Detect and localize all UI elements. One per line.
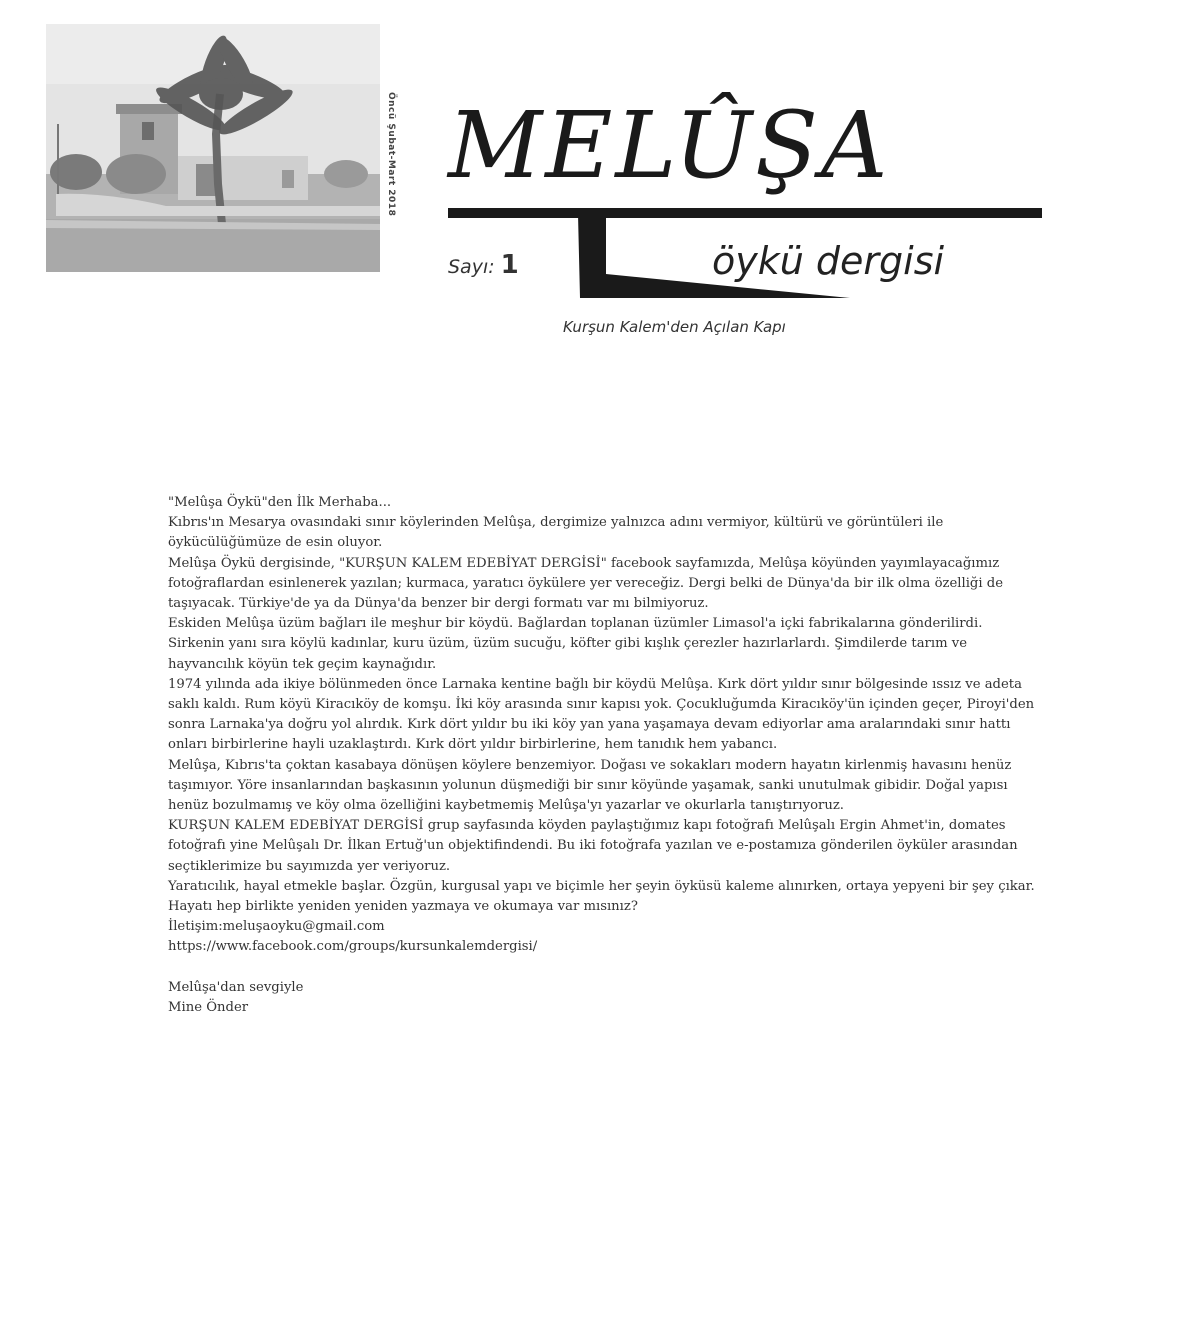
article-paragraph: Melûşa Öykü dergisinde, "KURŞUN KALEM EDEBİYAT DERGİSİ" facebook sayfamızda, Melûşa köyünden yayımlayacağımız fotoğraflardan esinlenerek yazılan; kurmaca, yaratıcı öykülere yer vereceğiz. Dergi belki de Dünya'da bir ilk olma özelliği de taşıyacak. Türkiye'de ya da Dünya'da benzer bir dergi formatı var mı bilmiyoruz. xyxy=(168,555,1004,612)
issue-number: 1 xyxy=(500,250,519,280)
signoff-line: Melûşa'dan sevgiyle xyxy=(168,979,304,995)
magazine-title: MELÛŞA xyxy=(448,92,891,199)
photo-caption-vertical: Öncü Şubat-Mart 2018 xyxy=(386,92,396,217)
article-heading: "Melûşa Öykü"den İlk Merhaba... xyxy=(168,495,392,510)
magazine-tagline: Kurşun Kalem'den Açılan Kapı xyxy=(563,318,786,336)
article-paragraph: Kıbrıs'ın Mesarya ovasındaki sınır köylerinden Melûşa, dergimize yalnızca adını vermiyor, kültürü ve görüntüleri ile öykücülüğümüze de esin oluyor. xyxy=(168,515,944,551)
issue-label xyxy=(448,250,519,280)
cover-photo xyxy=(46,24,380,272)
facebook-link: https://www.facebook.com/groups/kursunkalemdergisi/ xyxy=(168,939,538,955)
editorial-article xyxy=(148,493,1038,1018)
article-paragraph: 1974 yılında ada ikiye bölünmeden önce Larnaka kentine bağlı bir köydü Melûşa. Kırk dört yıldır sınır bölgesinde ıssız ve adeta saklı kaldı. Rum köyü Kiracıköy de komşu. İki köy arasında sınır kapısı yok. Çocukluğumda Kiracıköy'ün içinden geçer, Piroyi'den sonra Larnaka'ya doğru yol alırdık. Kırk dört yıldır bu iki köy yan yana yaşamaya devam ediyorlar ama aralarındaki sınır hattı onları birbirlerine hayli uzaklaştırdı. Kırk dört yıldır birbirlerine, hem tanıdık hem yabancı. xyxy=(168,676,1035,753)
contact-email: İletişim:meluşaoyku@gmail.com xyxy=(168,919,385,935)
issue-label-text: Sayı: xyxy=(448,256,495,278)
article-paragraph: KURŞUN KALEM EDEBİYAT DERGİSİ grup sayfasında köyden paylaştığımız kapı fotoğrafı Melûşalı Ergin Ahmet'in, domates fotoğrafı yine Melûşalı Dr. İlkan Ertuğ'un objektifindendi. Bu iki fotoğrafa yazılan ve e-postamıza gönderilen öyküler arasından seçtiklerimize bu sayımızda yer veriyoruz. xyxy=(168,818,1018,874)
magazine-subtitle: öykü dergisi xyxy=(712,239,945,283)
spacer xyxy=(148,958,1038,978)
article-paragraph: Yaratıcılık, hayal etmekle başlar. Özgün, kurgusal yapı ve biçimle her şeyin öyküsü kaleme alınırken, ortaya yepyeni bir şey çıkar. Hayatı hep birlikte yeniden yeniden yazmaya ve okumaya var mısınız? xyxy=(168,878,1035,915)
article-paragraph: Melûşa, Kıbrıs'ta çoktan kasabaya dönüşen köylere benzemiyor. Doğası ve sokakları modern hayatın kirlenmiş havasını henüz taşımıyor. Yöre insanlarından başkasının yolunun düşmediği bir sınır köyünde yaşamak, sanki unutulmak gibidir. Doğal yapısı henüz bozulmamış ve köy olma özelliğini kaybetmemiş Melûşa'yı yazarlar ve okurlarla tanıştırıyoruz. xyxy=(168,757,1012,814)
author-name: Mine Önder xyxy=(168,999,249,1015)
article-paragraph: Eskiden Melûşa üzüm bağları ile meşhur bir köydü. Bağlardan toplanan üzümler Limasol'a içki fabrikalarına gönderilirdi. Sirkenin yanı sıra köylü kadınlar, kuru üzüm, üzüm sucuğu, köfter gibi kışlık çerezler hazırlarlardı. Şimdilerde tarım ve hayvancılık köyün tek geçim kaynağıdır. xyxy=(168,616,983,672)
